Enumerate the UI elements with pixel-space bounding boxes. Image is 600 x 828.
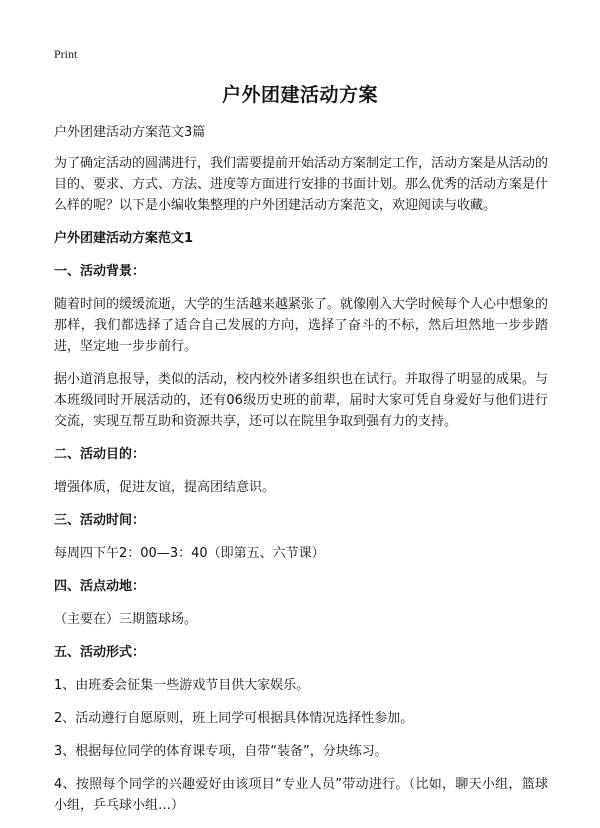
document-body (54, 122, 548, 828)
document-subtitle: 户外团建活动方案范文3篇 (54, 125, 206, 140)
document-title: 户外团建活动方案 (221, 84, 378, 106)
form-item: 1、由班委会征集一些游戏节目供大家娱乐。 (54, 678, 310, 693)
background-paragraph-2: 据小道消息报导，类似的活动，校内校外诸多组织也在试行。并取得了明显的成果。与本班级同时开展活动的，还有06级历史班的前辈，届时大家可凭自身爱好与他们进行交流，实现互帮互助和资源共享，还可以在院里争取到强有力的支持。 (54, 372, 549, 429)
purpose-heading: 二、活动目的： (54, 447, 146, 462)
background-paragraph-1: 随着时间的缓缓流逝，大学的生活越来越紧张了。就像刚入大学时候每个人心中想象的那样，我们都选择了适合自己发展的方向，选择了奋斗的不标，然后坦然地一步步踏进，坚定地一步步前行。 (54, 297, 549, 354)
location-heading: 四、活点动地： (54, 579, 146, 594)
time-heading: 三、活动时间： (54, 513, 146, 528)
print-label: Print (54, 47, 78, 61)
time-text: 每周四下午2：00—3：40（即第五、六节课） (54, 546, 325, 561)
intro-paragraph: 为了确定活动的圆满进行，我们需要提前开始活动方案制定工作，活动方案是从活动的目的、要求、方式、方法、进度等方面进行安排的书面计划。那么优秀的活动方案是什么样的呢？以下是小编收集整理的户外团建活动方案范文，欢迎阅读与收藏。 (54, 156, 549, 213)
section-title: 户外团建活动方案范文1 (54, 231, 194, 246)
background-heading: 一、活动背景： (54, 264, 146, 279)
purpose-text: 增强体质，促进友谊，提高团结意识。 (54, 480, 276, 495)
form-item: 2、活动遵行自愿原则，班上同学可根据具体情况选择性参加。 (54, 711, 414, 726)
form-item: 4、按照每个同学的兴趣爱好由该项目“专业人员”带动进行。（比如，聊天小组，篮球小组，乒乓球小组…） (54, 777, 548, 813)
location-text: （主要在）三期篮球场。 (54, 612, 198, 627)
form-item: 3、根据每位同学的体育课专项，自带“装备”，分块练习。 (54, 744, 388, 759)
form-heading: 五、活动形式： (54, 645, 146, 660)
